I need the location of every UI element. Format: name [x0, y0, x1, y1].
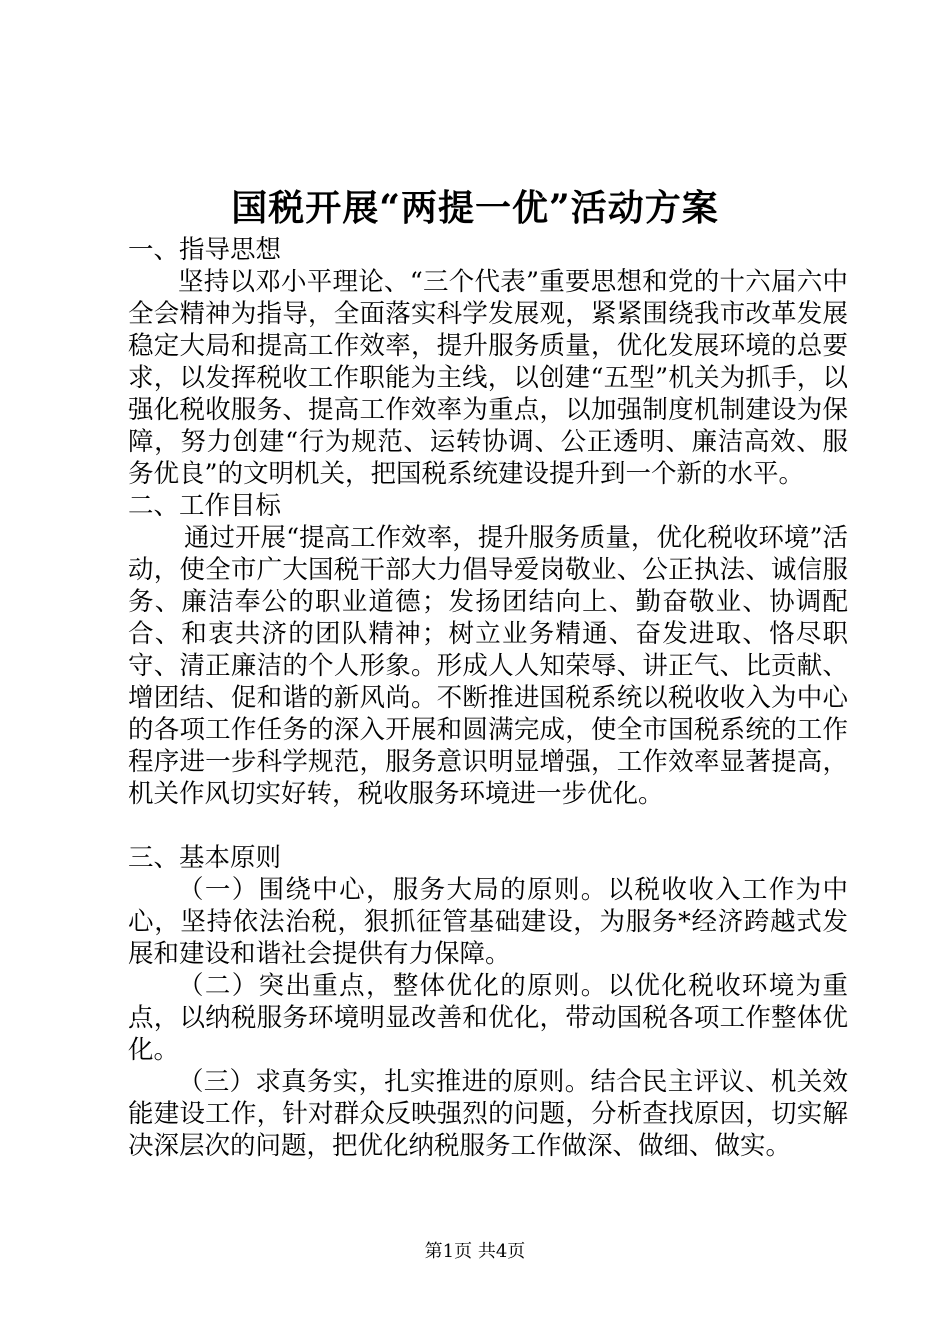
section-heading-basic-principles: 三、基本原则 — [128, 843, 282, 873]
section-heading-guiding-ideology: 一、指导思想 — [128, 235, 282, 265]
paragraph-principle-3: （三）求真务实，扎实推进的原则。结合民主评议、机关效能建设工作，针对群众反映强烈的问题，分析查找原因，切实解决深层次的问题，把优化纳税服务工作做深、做细、做实。 — [128, 1067, 848, 1161]
page-footer: 第1页 共4页 — [424, 1241, 526, 1262]
blank-line — [128, 810, 848, 842]
document-title: 国税开展“两提一优”活动方案 — [231, 187, 719, 229]
section-heading-work-goals: 二、工作目标 — [128, 491, 282, 521]
paragraph-work-goals: 通过开展“提高工作效率，提升服务质量，优化税收环境”活动，使全市广大国税干部大力倡导爱岗敬业、公正执法、诚信服务、廉洁奉公的职业道德；发扬团结向上、勤奋敬业、协调配合、和衷共济的团队精神；树立业务精通、奋发进取、恪尽职守、清正廉洁的个人形象。形成人人知荣辱、讲正气、比贡献、增团结、促和谐的新风尚。不断推进国税系统以税收收入为中心的各项工作任务的深入开展和圆满完成，使全市国税系统的工作程序进一步科学规范，服务意识明显增强，工作效率显著提高，机关作风切实好转，税收服务环境进一步优化。 — [128, 523, 848, 809]
paragraph-principle-2: （二）突出重点，整体优化的原则。以优化税收环境为重点，以纳税服务环境明显改善和优化，带动国税各项工作整体优化。 — [128, 971, 848, 1065]
paragraph-principle-1: （一）围绕中心，服务大局的原则。以税收收入工作为中心，坚持依法治税，狠抓征管基础建设，为服务*经济跨越式发展和建设和谐社会提供有力保障。 — [128, 875, 848, 969]
paragraph-guiding-ideology: 坚持以邓小平理论、“三个代表”重要思想和党的十六届六中全会精神为指导，全面落实科学发展观，紧紧围绕我市改革发展稳定大局和提高工作效率，提升服务质量，优化发展环境的总要求，以发挥税收工作职能为主线，以创建“五型”机关为抓手，以强化税收服务、提高工作效率为重点，以加强制度机制建设为保障，努力创建“行为规范、运转协调、公正透明、廉洁高效、服务优良”的文明机关，把国税系统建设提升到一个新的水平。 — [128, 267, 848, 489]
document-body — [128, 234, 848, 1162]
